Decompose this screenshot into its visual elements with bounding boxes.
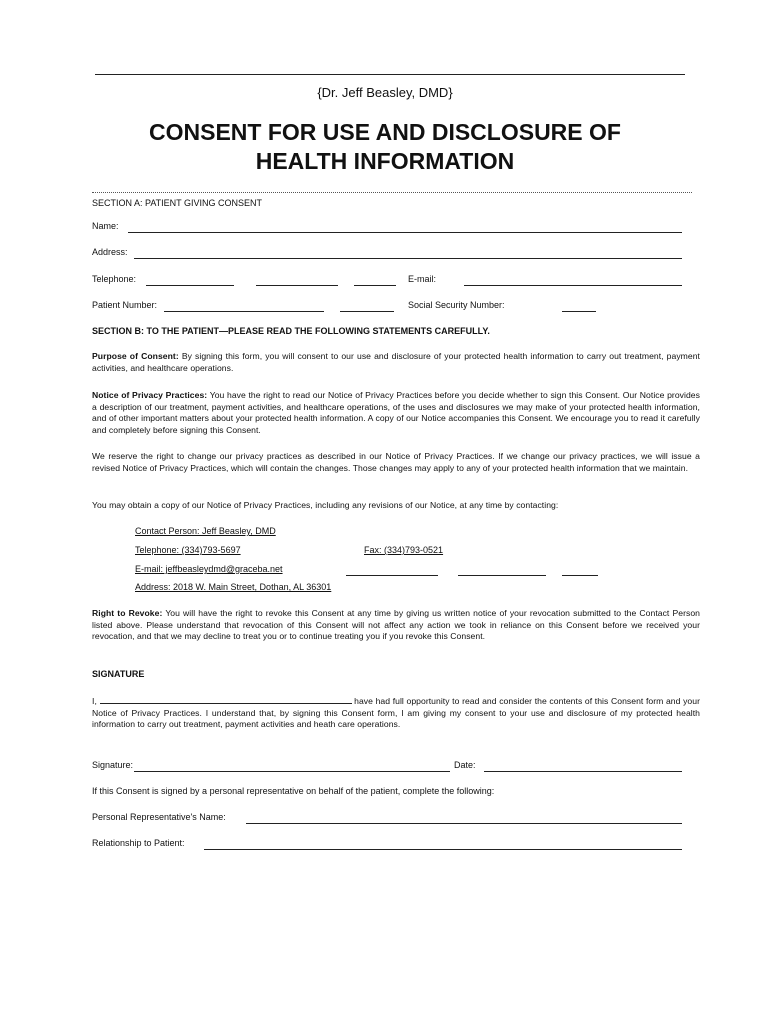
- telephone-field-2[interactable]: [256, 285, 338, 286]
- notice-paragraph: [92, 390, 700, 436]
- revoke-text: You will have the right to revoke this Consent at any time by giving us written notice of your revocation submitted to the Contact Person listed above. Please understand that revocation of this Consent will not affect any action we took in reliance on this Consent before we received your revocation, and that we may decline to treat you or to continue treating you if you revoke this Consent.: [92, 608, 700, 641]
- relationship-field[interactable]: [204, 849, 682, 850]
- signer-name-field[interactable]: [100, 694, 352, 704]
- contact-email-extra-line-2: [458, 575, 546, 576]
- contact-email[interactable]: E-mail: jeffbeasleydmd@graceba.net: [135, 564, 283, 574]
- email-label: E-mail:: [408, 274, 437, 284]
- representative-note: If this Consent is signed by a personal representative on behalf of the patient, complete the following:: [92, 786, 495, 796]
- section-a-top-dots: [92, 192, 692, 193]
- patient-number-field-2[interactable]: [340, 311, 394, 312]
- notice-lead: Notice of Privacy Practices:: [92, 390, 208, 400]
- signature-statement-text: have had full opportunity to read and consider the contents of this Consent form and your Notice of Privacy Practices. I understand that, by signing this Consent form, I am giving my consent to your use and disclosure of my protected health information to carry out treatment, payment activities and heath care operations.: [92, 696, 700, 729]
- rep-name-field[interactable]: [246, 823, 682, 824]
- contact-fax: Fax: (334)793-0521: [364, 545, 444, 555]
- purpose-lead: Purpose of Consent:: [92, 351, 179, 361]
- contact-email-extra-line-1: [346, 575, 438, 576]
- name-field[interactable]: [128, 232, 682, 233]
- purpose-paragraph: [92, 351, 700, 374]
- top-rule: [95, 74, 685, 75]
- notice-text: You have the right to read our Notice of Privacy Practices before you decide whether to sign this Consent. Our Notice provides a description of our treatment, payment activities, and healthcare operations, of the uses and disclosures we may make of your protected health information, and of other important matters about your protected health information. A copy of our Notice accompanies this Consent. We encourage you to read it carefully and completely before signing this Consent.: [92, 390, 700, 435]
- revoke-paragraph: [92, 608, 700, 643]
- obtain-paragraph: You may obtain a copy of our Notice of Privacy Practices, including any revisions of our Notice, at any time by contacting:: [92, 500, 559, 510]
- email-field[interactable]: [464, 285, 682, 286]
- signature-label: Signature:: [92, 760, 134, 770]
- contact-telephone: Telephone: (334)793-5697: [135, 545, 241, 555]
- signature-prefix: I,: [92, 696, 97, 706]
- relationship-label: Relationship to Patient:: [92, 838, 185, 848]
- name-label: Name:: [92, 221, 119, 231]
- contact-person: Contact Person: Jeff Beasley, DMD: [135, 526, 276, 536]
- practice-name: {Dr. Jeff Beasley, DMD}: [317, 85, 453, 100]
- section-a-heading: SECTION A: PATIENT GIVING CONSENT: [92, 198, 263, 208]
- telephone-field-1[interactable]: [146, 285, 234, 286]
- contact-email-extra-line-3: [562, 575, 598, 576]
- reserve-paragraph: We reserve the right to change our privacy practices as described in our Notice of Privacy Practices. If we change our privacy practices, we will issue a revised Notice of Privacy Practices, which will contain the changes. Those changes may apply to any of your protected health information that we maintain.: [92, 451, 700, 473]
- patient-number-field[interactable]: [164, 311, 324, 312]
- patient-number-label: Patient Number:: [92, 300, 158, 310]
- telephone-label: Telephone:: [92, 274, 137, 284]
- address-field[interactable]: [134, 258, 682, 259]
- contact-address: Address: 2018 W. Main Street, Dothan, AL 36301: [135, 582, 332, 592]
- telephone-field-3[interactable]: [354, 285, 396, 286]
- purpose-text: By signing this form, you will consent to our use and disclosure of your protected health information to carry out treatment, payment activities, and healthcare operations.: [92, 351, 700, 373]
- signature-heading: SIGNATURE: [92, 669, 145, 679]
- section-b-heading: SECTION B: TO THE PATIENT—PLEASE READ THE FOLLOWING STATEMENTS CAREFULLY.: [92, 326, 490, 336]
- ssn-label: Social Security Number:: [408, 300, 505, 310]
- ssn-field[interactable]: [562, 311, 596, 312]
- title-line-2: HEALTH INFORMATION: [255, 148, 515, 174]
- address-label: Address:: [92, 247, 128, 257]
- date-field[interactable]: [484, 771, 682, 772]
- rep-name-label: Personal Representative's Name:: [92, 812, 226, 822]
- revoke-lead: Right to Revoke:: [92, 608, 163, 618]
- signature-statement: [92, 694, 700, 731]
- document-title: [0, 118, 770, 176]
- title-line-1: CONSENT FOR USE AND DISCLOSURE OF: [149, 119, 621, 145]
- signature-field[interactable]: [134, 771, 450, 772]
- date-label: Date:: [454, 760, 476, 770]
